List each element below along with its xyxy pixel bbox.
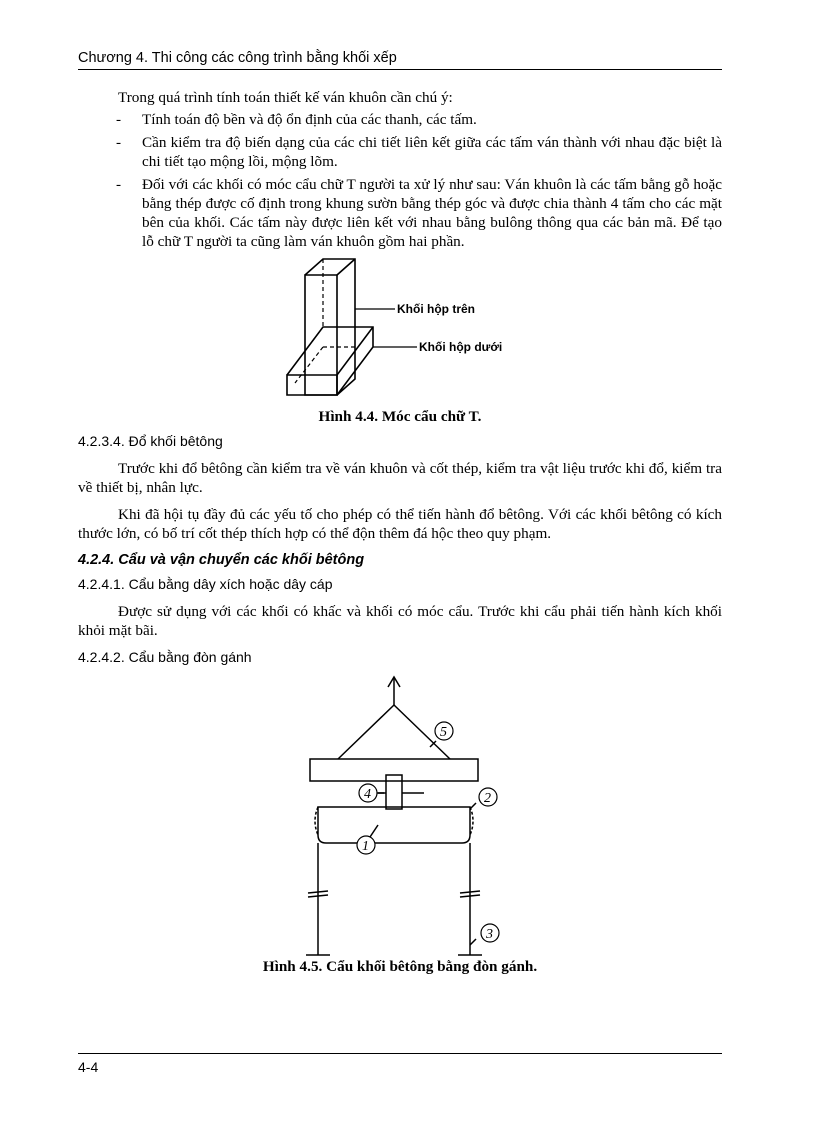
label-1: 1	[362, 839, 369, 854]
section-heading: 4.2.4.1. Cẩu bằng dây xích hoặc dây cáp	[78, 576, 333, 592]
bullet-text: Cần kiểm tra độ biến dạng của các chi tiết liên kết giữa các tấm ván thành với nhau đặc biệt là chi tiết tạo mộng lồi, mộng lõm.	[142, 134, 722, 170]
paragraph: Khi đã hội tụ đầy đủ các yếu tố cho phép có thể tiến hành đổ bêtông. Với các khối bêtông có kích thước lớn, có bố trí cốt thép thích hợp có thể độn thêm đá hộc theo quy phạm.	[78, 506, 722, 542]
figure-caption: Hình 4.5. Cẩu khối bêtông bằng đòn gánh.	[262, 958, 538, 975]
bullet-text: Đối với các khối có móc cẩu chữ T người ta xử lý như sau: Ván khuôn là các tấm bằng gỗ hoặc bằng thép được cố định trong khung sườn bằng thép góc và được chia thành 4 tấm cho các mặt bên của khối. Các tấm này được liên kết với nhau bằng bulông thông qua các bản mã. Để tạo lỗ chữ T người ta cũng làm ván khuôn gồm hai phần.	[142, 176, 722, 250]
section-heading: 4.2.4. Cẩu và vận chuyển các khối bêtông	[78, 552, 365, 568]
section-heading: 4.2.4.2. Cẩu bằng đòn gánh	[78, 649, 252, 665]
spreader-beam-diagram	[304, 675, 504, 957]
page-number: 4-4	[78, 1059, 99, 1075]
paragraph: Trước khi đổ bêtông cần kiểm tra về ván khuôn và cốt thép, kiểm tra vật liệu trước khi đổ, kiểm tra về thiết bị, nhân lực.	[78, 460, 722, 496]
page-content	[78, 88, 722, 976]
bullet-list	[78, 110, 722, 251]
bullet-text: Tính toán độ bền và độ ổn định của các thanh, các tấm.	[142, 111, 477, 128]
paragraph: Được sử dụng với các khối có khấc và khối có móc cẩu. Trước khi cẩu phải tiến hành kích khối khỏi mặt bãi.	[78, 603, 722, 639]
bullet-item	[78, 110, 722, 129]
header-rule	[78, 69, 722, 70]
label-upper-box: Khối hộp trên	[397, 302, 475, 316]
label-4: 4	[364, 787, 371, 802]
label-5: 5	[440, 725, 447, 740]
figure-4-5	[78, 675, 722, 957]
label-2: 2	[484, 791, 491, 806]
section-heading: 4.2.3.4. Đổ khối bêtông	[78, 433, 223, 449]
bullet-item	[78, 175, 722, 251]
label-lower-box: Khối hộp dưới	[419, 340, 503, 354]
bullet-dash: -	[116, 176, 122, 193]
label-3: 3	[486, 927, 493, 942]
bullet-dash: -	[116, 111, 122, 128]
bullet-dash: -	[116, 134, 122, 151]
figure-4-4	[78, 255, 722, 403]
intro-paragraph: Trong quá trình tính toán thiết kế ván khuôn cần chú ý:	[118, 89, 453, 106]
bullet-item	[78, 133, 722, 171]
t-hook-diagram	[285, 255, 535, 403]
figure-caption: Hình 4.4. Móc cẩu chữ T.	[318, 408, 482, 425]
running-header: Chương 4. Thi công các công trình bằng khối xếp	[78, 50, 397, 66]
footer-rule	[78, 1053, 722, 1054]
